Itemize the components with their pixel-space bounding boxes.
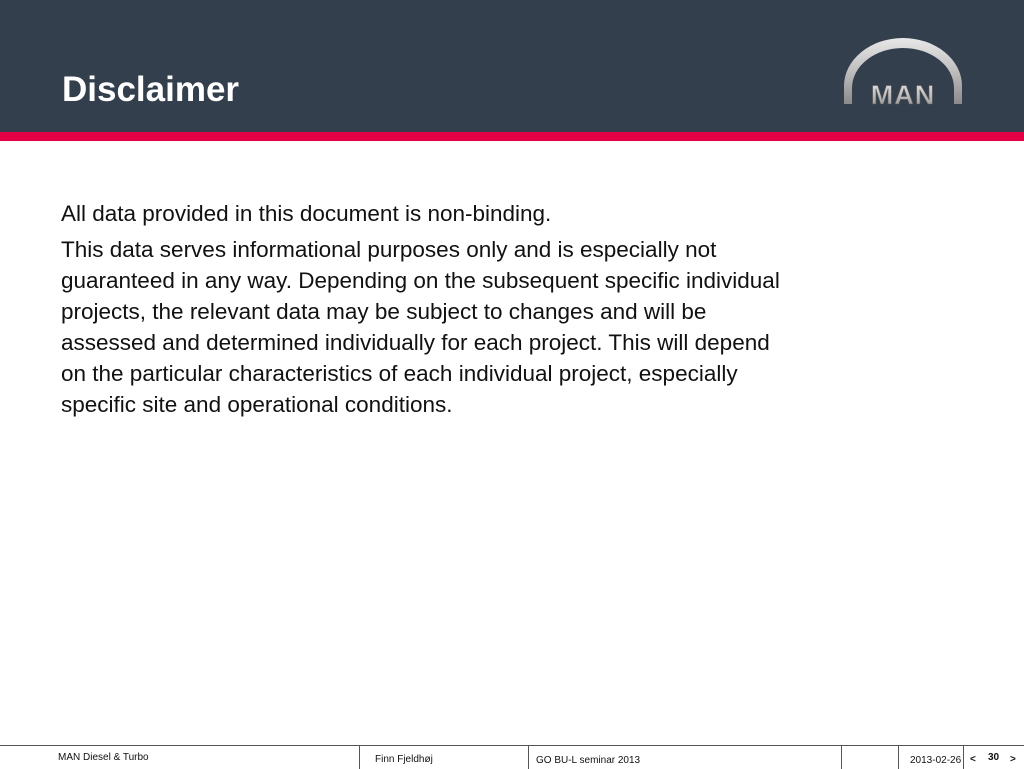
footer-event-cell — [529, 746, 842, 769]
disclaimer-paragraph-1: All data provided in this document is non-binding. — [61, 201, 552, 226]
footer-blank-cell — [842, 746, 899, 769]
man-logo — [838, 34, 968, 110]
footer-event: GO BU-L seminar 2013 — [536, 755, 641, 766]
page-number: 30 — [988, 752, 1000, 763]
footer-date-cell — [899, 746, 964, 769]
footer-company-cell — [0, 746, 360, 769]
footer-author-cell — [360, 746, 529, 769]
slide-footer — [0, 745, 1024, 769]
disclaimer-paragraph-2: This data serves informational purposes only and is especially not guaranteed in any way. Depending on the subsequent specific individual projects, the relevant data may be subject to changes and will be assessed and determined individually for each project. This will depend on the particular characteristics of each individual project, especially specific site and operational conditions. — [61, 237, 780, 417]
footer-company: MAN Diesel & Turbo — [58, 752, 149, 763]
footer-author: Finn Fjeldhøj — [375, 754, 433, 765]
header-accent-stripe — [0, 132, 1024, 141]
slide-title: Disclaimer — [62, 70, 240, 109]
next-slide-button[interactable]: > — [1010, 754, 1016, 765]
disclaimer-body — [61, 198, 781, 425]
footer-date: 2013-02-26 — [910, 755, 962, 766]
prev-slide-button[interactable]: < — [970, 754, 976, 765]
svg-text:MAN: MAN — [870, 80, 936, 110]
